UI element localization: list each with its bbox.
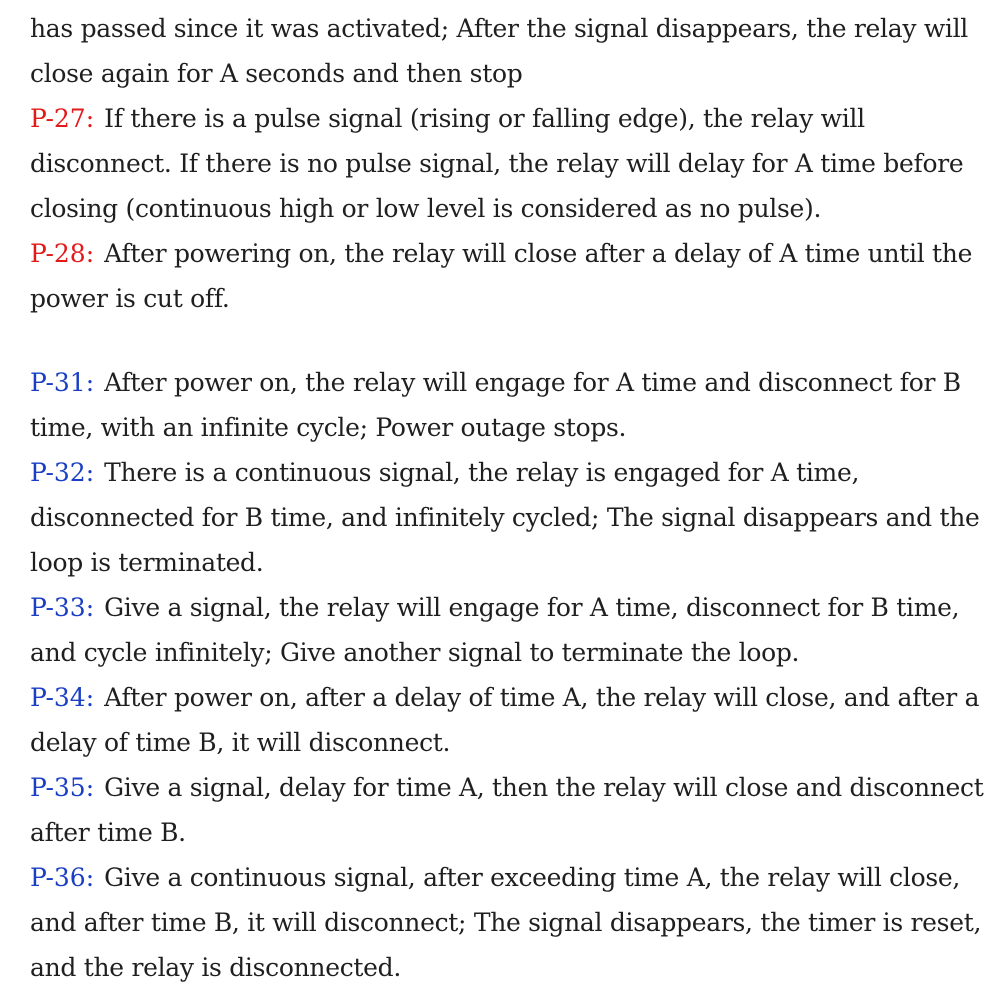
mode-p35 (30, 765, 992, 855)
mode-description: After power on, after a delay of time A, the relay will close, and after a delay of time B, it will disconnect. (30, 683, 980, 757)
mode-description: Give a signal, delay for time A, then the relay will close and disconnect after time B. (30, 773, 984, 847)
section-spacer (30, 321, 992, 360)
mode-description: After powering on, the relay will close after a delay of A time until the power is cut off. (30, 239, 973, 313)
mode-code: P-35: (30, 773, 95, 802)
intro-paragraph (30, 6, 992, 96)
mode-p32 (30, 450, 992, 585)
mode-code: P-33: (30, 593, 95, 622)
mode-p34 (30, 675, 992, 765)
mode-code: P-28: (30, 239, 95, 268)
mode-description: After power on, the relay will engage for A time and disconnect for B time, with an infinite cycle; Power outage stops. (30, 368, 961, 442)
mode-code: P-27: (30, 104, 95, 133)
mode-p36 (30, 855, 992, 990)
mode-p27 (30, 96, 992, 231)
mode-code: P-34: (30, 683, 95, 712)
mode-code: P-32: (30, 458, 95, 487)
mode-description: Give a signal, the relay will engage for A time, disconnect for B time, and cycle infinitely; Give another signal to terminate the loop. (30, 593, 960, 667)
intro-text: has passed since it was activated; After the signal disappears, the relay will close again for A seconds and then stop (30, 14, 969, 88)
mode-description: There is a continuous signal, the relay is engaged for A time, disconnected for B time, and infinitely cycled; The signal disappears and the loop is terminated. (30, 458, 980, 577)
mode-p28 (30, 231, 992, 321)
mode-code: P-31: (30, 368, 95, 397)
mode-p33 (30, 585, 992, 675)
document-body (30, 6, 992, 990)
mode-code: P-36: (30, 863, 95, 892)
mode-description: If there is a pulse signal (rising or falling edge), the relay will disconnect. If there is no pulse signal, the relay will delay for A time before closing (continuous high or low level is considered as no pulse). (30, 104, 964, 223)
mode-description: Give a continuous signal, after exceeding time A, the relay will close, and after time B, it will disconnect; The signal disappears, the timer is reset, and the relay is disconnected. (30, 863, 982, 982)
mode-p31 (30, 360, 992, 450)
